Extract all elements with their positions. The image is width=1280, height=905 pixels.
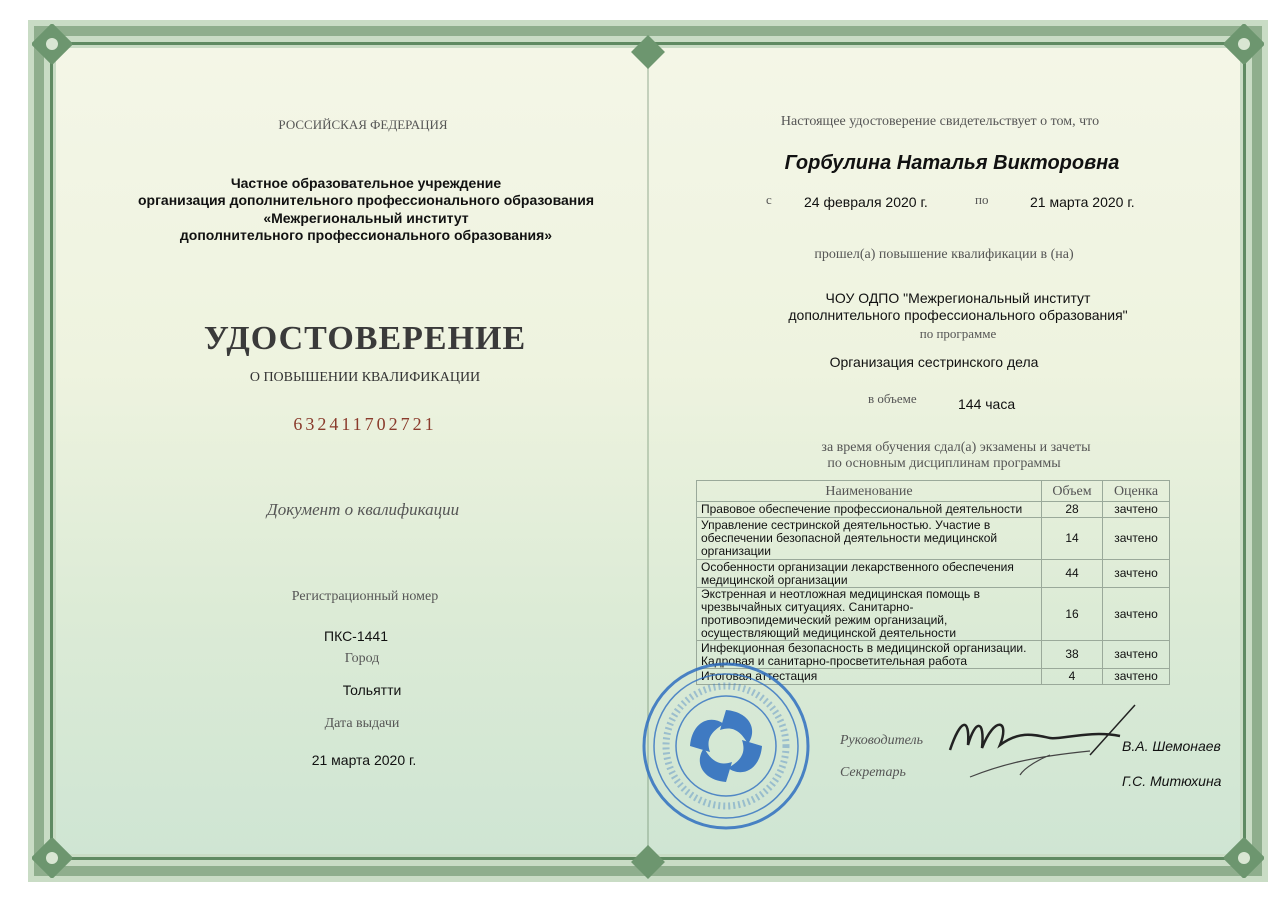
secretary-name: Г.С. Митюхина (1122, 773, 1222, 789)
discipline-grade: зачтено (1103, 669, 1170, 685)
discipline-grade: зачтено (1103, 641, 1170, 669)
table-row (697, 560, 1170, 588)
org-line-1: Частное образовательное учреждение (230, 175, 502, 191)
exams-line-2: по основным дисциплинам программы (827, 456, 1061, 471)
from-date: 24 февраля 2020 г. (804, 194, 928, 210)
table-row (697, 502, 1170, 518)
discipline-hours: 14 (1042, 518, 1103, 560)
column-header-grade: Оценка (1103, 481, 1170, 502)
registration-number: ПКС-1441 (324, 628, 388, 644)
column-header-hours: Объем (1042, 481, 1103, 502)
head-name: В.А. Шемонаев (1122, 738, 1221, 754)
column-header-name: Наименование (697, 481, 1042, 502)
document-subtitle: О ПОВЫШЕНИИ КВАЛИФИКАЦИИ (249, 370, 481, 385)
program-name: Организация сестринского дела (829, 354, 1039, 370)
issue-date: 21 марта 2020 г. (311, 752, 417, 768)
document-title: УДОСТОВЕРЕНИЕ (203, 320, 527, 357)
discipline-name: Итоговая аттестация (697, 669, 1042, 685)
program-label: по программе (919, 326, 997, 341)
city-value: Тольятти (342, 682, 402, 698)
volume-value: 144 часа (958, 396, 1016, 412)
to-date: 21 марта 2020 г. (1030, 194, 1135, 210)
secretary-signature-icon (960, 745, 1100, 785)
discipline-name: Управление сестринской деятельностью. Участие в обеспечении безопасной деятельности медицинской организации (697, 518, 1042, 560)
to-label: по (975, 192, 989, 207)
discipline-hours: 28 (1042, 502, 1103, 518)
discipline-hours: 38 (1042, 641, 1103, 669)
passed-text: прошел(а) повышение квалификации в (на) (814, 247, 1074, 262)
org-line-2: организация дополнительного профессионального образования (137, 192, 595, 208)
corner-ornament-icon (1224, 838, 1264, 878)
city-label: Город (344, 651, 380, 666)
discipline-grade: зачтено (1103, 560, 1170, 588)
discipline-grade: зачтено (1103, 502, 1170, 518)
corner-ornament-icon (32, 24, 72, 64)
person-name: Горбулина Наталья Викторовна (784, 152, 1120, 174)
corner-ornament-icon (32, 838, 72, 878)
exams-line-1: за время обучения сдал(а) экзамены и зачеты (821, 440, 1091, 455)
discipline-grade: зачтено (1103, 518, 1170, 560)
discipline-name: Правовое обеспечение профессиональной деятельности (697, 502, 1042, 518)
discipline-name: Экстренная и неотложная медицинская помощь в чрезвычайных ситуациях. Санитарно-противоэпидемический режим организаций, осуществляющий медицинской деятельности (697, 588, 1042, 641)
issue-date-label: Дата выдачи (324, 716, 400, 731)
country-label: РОССИЙСКАЯ ФЕДЕРАЦИЯ (278, 117, 448, 132)
table-row (697, 518, 1170, 560)
secretary-label: Секретарь (840, 765, 906, 780)
org-line-4: дополнительного профессионального образования» (179, 227, 553, 243)
discipline-hours: 16 (1042, 588, 1103, 641)
bottom-center-ornament-icon (628, 842, 668, 872)
serial-number: 632411702721 (293, 414, 437, 434)
corner-ornament-icon (1224, 24, 1264, 64)
top-center-ornament-icon (628, 32, 668, 62)
grades-table (696, 480, 1170, 685)
institution-stamp-icon (640, 660, 812, 832)
discipline-hours: 4 (1042, 669, 1103, 685)
discipline-hours: 44 (1042, 560, 1103, 588)
discipline-name: Особенности организации лекарственного обеспечения медицинской организации (697, 560, 1042, 588)
institution-line-2: дополнительного профессионального образования" (788, 307, 1128, 323)
registration-label: Регистрационный номер (291, 589, 439, 604)
volume-label: в объеме (868, 391, 917, 406)
head-label: Руководитель (840, 733, 924, 748)
org-line-3: «Межрегиональный институт (263, 210, 469, 226)
intro-text: Настоящее удостоверение свидетельствует о том, что (780, 114, 1100, 129)
from-label: с (766, 192, 772, 207)
discipline-name: Инфекционная безопасность в медицинской организации. Кадровая и санитарно-просветительная работа (697, 641, 1042, 669)
institution-line-1: ЧОУ ОДПО "Межрегиональный институт (825, 290, 1091, 306)
table-row (697, 588, 1170, 641)
document-type: Документ о квалификации (266, 500, 460, 519)
discipline-grade: зачтено (1103, 588, 1170, 641)
